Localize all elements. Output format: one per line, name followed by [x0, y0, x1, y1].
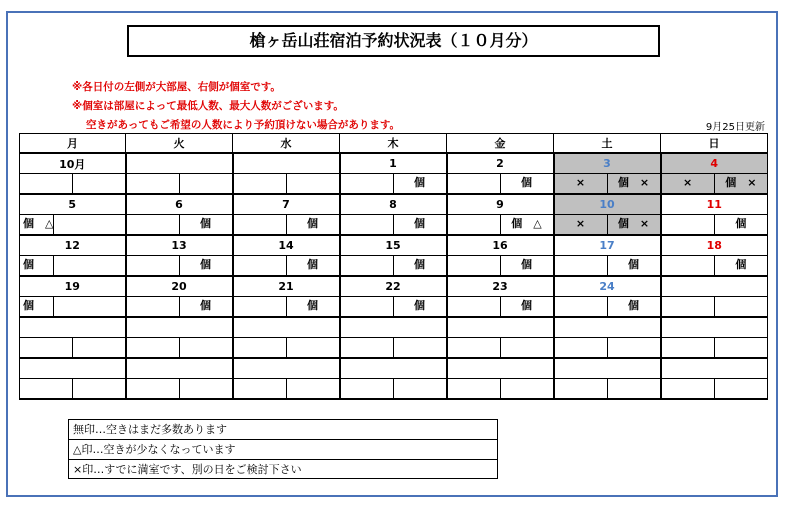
status-cell: [661, 297, 768, 318]
date-cell: 15: [340, 235, 447, 256]
private-status: 個 △: [500, 215, 553, 234]
weekday-5: 土: [554, 134, 661, 154]
status-cell: [126, 174, 233, 195]
private-status: 個: [179, 256, 232, 275]
empty-row: [20, 338, 768, 359]
status-cell: [126, 215, 233, 236]
date-cell: 10: [554, 194, 661, 215]
reservation-calendar: [19, 133, 768, 400]
date-cell: 10月: [20, 153, 126, 174]
empty-cell: [126, 317, 233, 338]
date-cell: 5: [20, 194, 126, 215]
dorm-status: [127, 215, 179, 234]
status-cell: [340, 174, 447, 195]
status-cell: [554, 256, 661, 277]
note-2: ※個室は部屋によって最低人数、最大人数がございます。: [72, 100, 344, 112]
status-cell: [20, 174, 126, 195]
status-cell: [233, 297, 340, 318]
private-status: [53, 297, 125, 316]
updated-date: 9月25日更新: [705, 122, 765, 133]
date-cell: 20: [126, 276, 233, 297]
empty-cell: [233, 358, 340, 379]
dorm-status: ×: [683, 176, 693, 189]
dorm-status: 個 △: [23, 217, 54, 230]
dorm-status: [127, 297, 179, 316]
empty-cell: [20, 379, 126, 400]
private-status: [286, 174, 339, 193]
private-status: 個: [607, 256, 660, 275]
status-cell: [447, 256, 554, 277]
empty-cell: [126, 358, 233, 379]
private-status: [53, 256, 125, 275]
dorm-status: [662, 256, 714, 275]
week-2-status-row: [20, 256, 768, 277]
date-cell: 18: [661, 235, 768, 256]
status-cell: [126, 297, 233, 318]
private-status: [179, 174, 232, 193]
dorm-status: [234, 297, 286, 316]
status-cell: [340, 297, 447, 318]
status-cell: [661, 174, 768, 195]
dorm-status: [127, 174, 179, 193]
dorm-status: ×: [575, 176, 586, 189]
private-status: 個: [714, 215, 767, 234]
status-cell: [661, 256, 768, 277]
week-0-date-row: [20, 153, 768, 174]
empty-cell: [20, 338, 126, 359]
date-cell: [233, 153, 340, 174]
date-cell: 1: [340, 153, 447, 174]
date-cell: 6: [126, 194, 233, 215]
empty-cell: [554, 317, 661, 338]
private-status: 個: [500, 256, 553, 275]
dorm-status: [448, 215, 500, 234]
empty-cell: [233, 338, 340, 359]
empty-cell: [340, 338, 447, 359]
dorm-status: [555, 297, 607, 316]
date-cell: 21: [233, 276, 340, 297]
empty-cell: [554, 379, 661, 400]
empty-cell: [447, 338, 554, 359]
date-cell: 3: [554, 153, 661, 174]
status-cell: [233, 174, 340, 195]
weekday-4: 金: [447, 134, 554, 154]
status-cell: [447, 297, 554, 318]
note-1: ※各日付の左側が大部屋、右側が個室です。: [72, 81, 281, 93]
private-status: 個: [714, 256, 767, 275]
empty-cell: [661, 379, 768, 400]
legend-cross: ×印…すでに満室です、別の日をご検討下さい: [73, 463, 302, 476]
private-status: 個: [393, 256, 446, 275]
status-cell: [447, 215, 554, 236]
weekday-3: 木: [340, 134, 447, 154]
private-status: [53, 215, 124, 234]
empty-cell: [126, 379, 233, 400]
private-status: 個: [286, 297, 339, 316]
dorm-status: [341, 256, 393, 275]
private-status: 個: [500, 297, 553, 316]
dorm-status: [234, 174, 286, 193]
private-status: 個 ×: [714, 174, 767, 193]
dorm-status: [341, 174, 393, 193]
empty-cell: [661, 358, 768, 379]
private-status: 個: [286, 215, 339, 234]
date-cell: 13: [126, 235, 233, 256]
status-cell: [20, 215, 126, 236]
empty-cell: [661, 317, 768, 338]
status-cell: [554, 297, 661, 318]
legend-no-mark: 無印…空きはまだ多数あります: [69, 420, 497, 440]
empty-cell: [340, 317, 447, 338]
weekday-0: 月: [20, 134, 126, 154]
dorm-status: [448, 174, 500, 193]
empty-cell: [20, 358, 126, 379]
date-cell: 4: [661, 153, 768, 174]
private-status: 個: [607, 297, 660, 316]
week-3-status-row: [20, 297, 768, 318]
private-status: 個: [393, 174, 446, 193]
status-cell: [233, 215, 340, 236]
empty-cell: [447, 379, 554, 400]
date-cell: 11: [661, 194, 768, 215]
date-cell: 7: [233, 194, 340, 215]
note-3: 空きがあってもご希望の人数により予約頂けない場合があります。: [86, 119, 401, 131]
week-2-date-row: [20, 235, 768, 256]
dorm-status: [341, 297, 393, 316]
status-cell: [20, 256, 126, 277]
private-status: 個: [286, 256, 339, 275]
dorm-status: [662, 297, 714, 316]
date-cell: 8: [340, 194, 447, 215]
legend-box: [68, 419, 498, 479]
dorm-status: ×: [575, 217, 586, 230]
empty-row: [20, 358, 768, 379]
week-1-status-row: [20, 215, 768, 236]
date-cell: [661, 276, 768, 297]
status-cell: [340, 256, 447, 277]
empty-cell: [340, 358, 447, 379]
legend-triangle: △印…空きが少なくなっています: [69, 440, 497, 460]
empty-cell: [554, 338, 661, 359]
empty-cell: [447, 317, 554, 338]
week-3-date-row: [20, 276, 768, 297]
date-cell: 12: [20, 235, 126, 256]
dorm-status: [448, 256, 500, 275]
weekday-1: 火: [126, 134, 233, 154]
private-status: 個: [500, 174, 553, 193]
weekday-2: 水: [233, 134, 340, 154]
weekday-6: 日: [661, 134, 768, 154]
dorm-status: [555, 256, 607, 275]
empty-cell: [126, 338, 233, 359]
empty-cell: [20, 317, 126, 338]
dorm-status: [234, 256, 286, 275]
private-status: 個: [179, 297, 232, 316]
date-cell: 17: [554, 235, 661, 256]
status-cell: [554, 174, 661, 195]
date-cell: 19: [20, 276, 126, 297]
status-cell: [20, 297, 126, 318]
private-status: [714, 297, 767, 316]
dorm-status: [341, 215, 393, 234]
status-cell: [126, 256, 233, 277]
dorm-status: [448, 297, 500, 316]
empty-cell: [233, 317, 340, 338]
empty-cell: [661, 338, 768, 359]
private-status: 個 ×: [607, 174, 660, 193]
dorm-status: 個: [23, 258, 34, 271]
week-1-date-row: [20, 194, 768, 215]
empty-row: [20, 379, 768, 400]
date-cell: 24: [554, 276, 661, 297]
date-cell: 2: [447, 153, 554, 174]
dorm-status: 個: [23, 299, 34, 312]
status-cell: [661, 215, 768, 236]
weekday-header-row: [20, 134, 768, 154]
status-cell: [233, 256, 340, 277]
date-cell: 9: [447, 194, 554, 215]
status-cell: [340, 215, 447, 236]
private-status: 個: [179, 215, 232, 234]
status-cell: [554, 215, 661, 236]
date-cell: 16: [447, 235, 554, 256]
date-cell: 14: [233, 235, 340, 256]
private-status: 個 ×: [607, 215, 660, 234]
date-cell: [126, 153, 233, 174]
dorm-status: [234, 215, 286, 234]
private-status: [72, 174, 125, 193]
page-title: 槍ヶ岳山荘宿泊予約状況表（１０月分）: [127, 25, 660, 57]
dorm-status: [20, 174, 72, 193]
empty-cell: [554, 358, 661, 379]
date-cell: 23: [447, 276, 554, 297]
private-status: 個: [393, 215, 446, 234]
status-cell: [447, 174, 554, 195]
empty-cell: [447, 358, 554, 379]
empty-cell: [340, 379, 447, 400]
week-0-status-row: [20, 174, 768, 195]
private-status: 個: [393, 297, 446, 316]
empty-row: [20, 317, 768, 338]
dorm-status: [127, 256, 179, 275]
date-cell: 22: [340, 276, 447, 297]
empty-cell: [233, 379, 340, 400]
dorm-status: [662, 215, 714, 234]
